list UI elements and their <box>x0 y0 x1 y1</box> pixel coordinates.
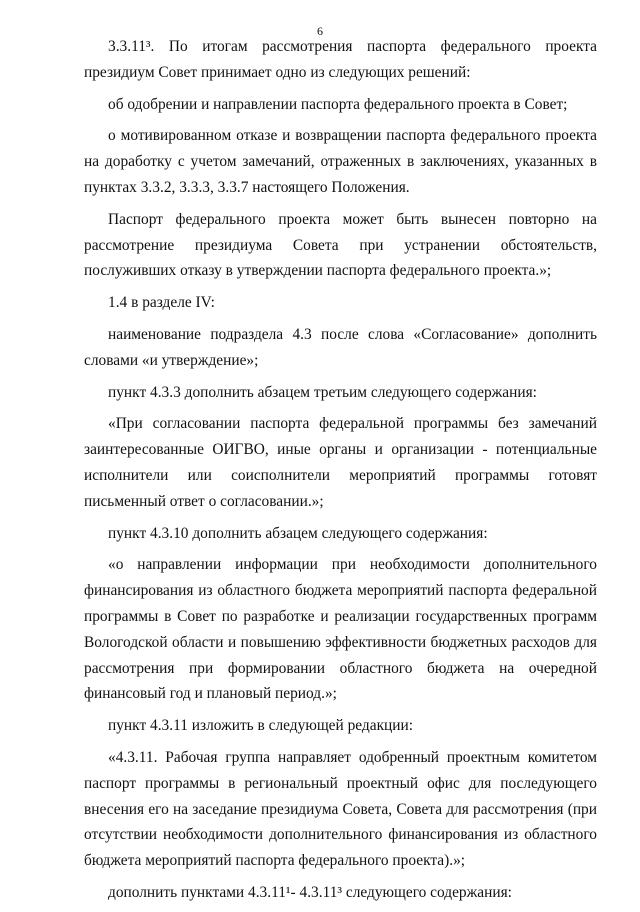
document-body <box>84 34 597 912</box>
page-number: 6 <box>317 24 323 38</box>
paragraph: Паспорт федерального проекта может быть вынесен повторно на рассмотрение президиума Совета при устранении обстоятельств, послуживших отказу в утверждении паспорта федерального проекта.»; <box>84 210 597 280</box>
paragraph: пункт 4.3.3 дополнить абзацем третьим следующего содержания: <box>108 383 537 401</box>
paragraph: 3.3.11³. По итогам рассмотрения паспорта федерального проекта президиум Совет принимает одно из следующих решений: <box>84 38 597 81</box>
paragraph: дополнить пунктами 4.3.11¹- 4.3.11³ следующего содержания: <box>108 883 512 901</box>
paragraph: 1.4 в разделе IV: <box>108 294 215 312</box>
paragraph: «о направлении информации при необходимости дополнительного финансирования из областного бюджета мероприятий паспорта федеральной программы в Совет по разработке и реализации государственных программ Вологодской области и повышению эффективности бюджетных расходов для рассмотрения при формировании областного бюджета на очередной финансовый год и плановый период.»; <box>84 556 597 703</box>
paragraph: «4.3.11. Рабочая группа направляет одобренный проектным комитетом паспорт программы в региональный проектный офис для последующего внесения его на заседание президиума Совета, Совета для рассмотрения (при отсутствии необходимости дополнительного финансирования из областного бюджета мероприятий паспорта федерального проекта).»; <box>84 748 597 870</box>
paragraph: пункт 4.3.11 изложить в следующей редакции: <box>108 717 414 735</box>
paragraph: об одобрении и направлении паспорта федерального проекта в Совет; <box>108 95 568 113</box>
paragraph: о мотивированном отказе и возвращении паспорта федерального проекта на доработку с учетом замечаний, отраженных в заключениях, указанных в пунктах 3.3.2, 3.3.3, 3.3.7 настоящего Положения. <box>84 127 597 196</box>
paragraph: наименование подраздела 4.3 после слова «Согласование» дополнить словами «и утверждение»; <box>84 325 597 369</box>
paragraph: пункт 4.3.10 дополнить абзацем следующего содержания: <box>108 524 488 542</box>
paragraph: «При согласовании паспорта федеральной программы без замечаний заинтересованные ОИГВО, иные органы и организации - потенциальные исполнители или соисполнители мероприятий программы готовят письменный ответ о согласовании.»; <box>84 415 597 510</box>
